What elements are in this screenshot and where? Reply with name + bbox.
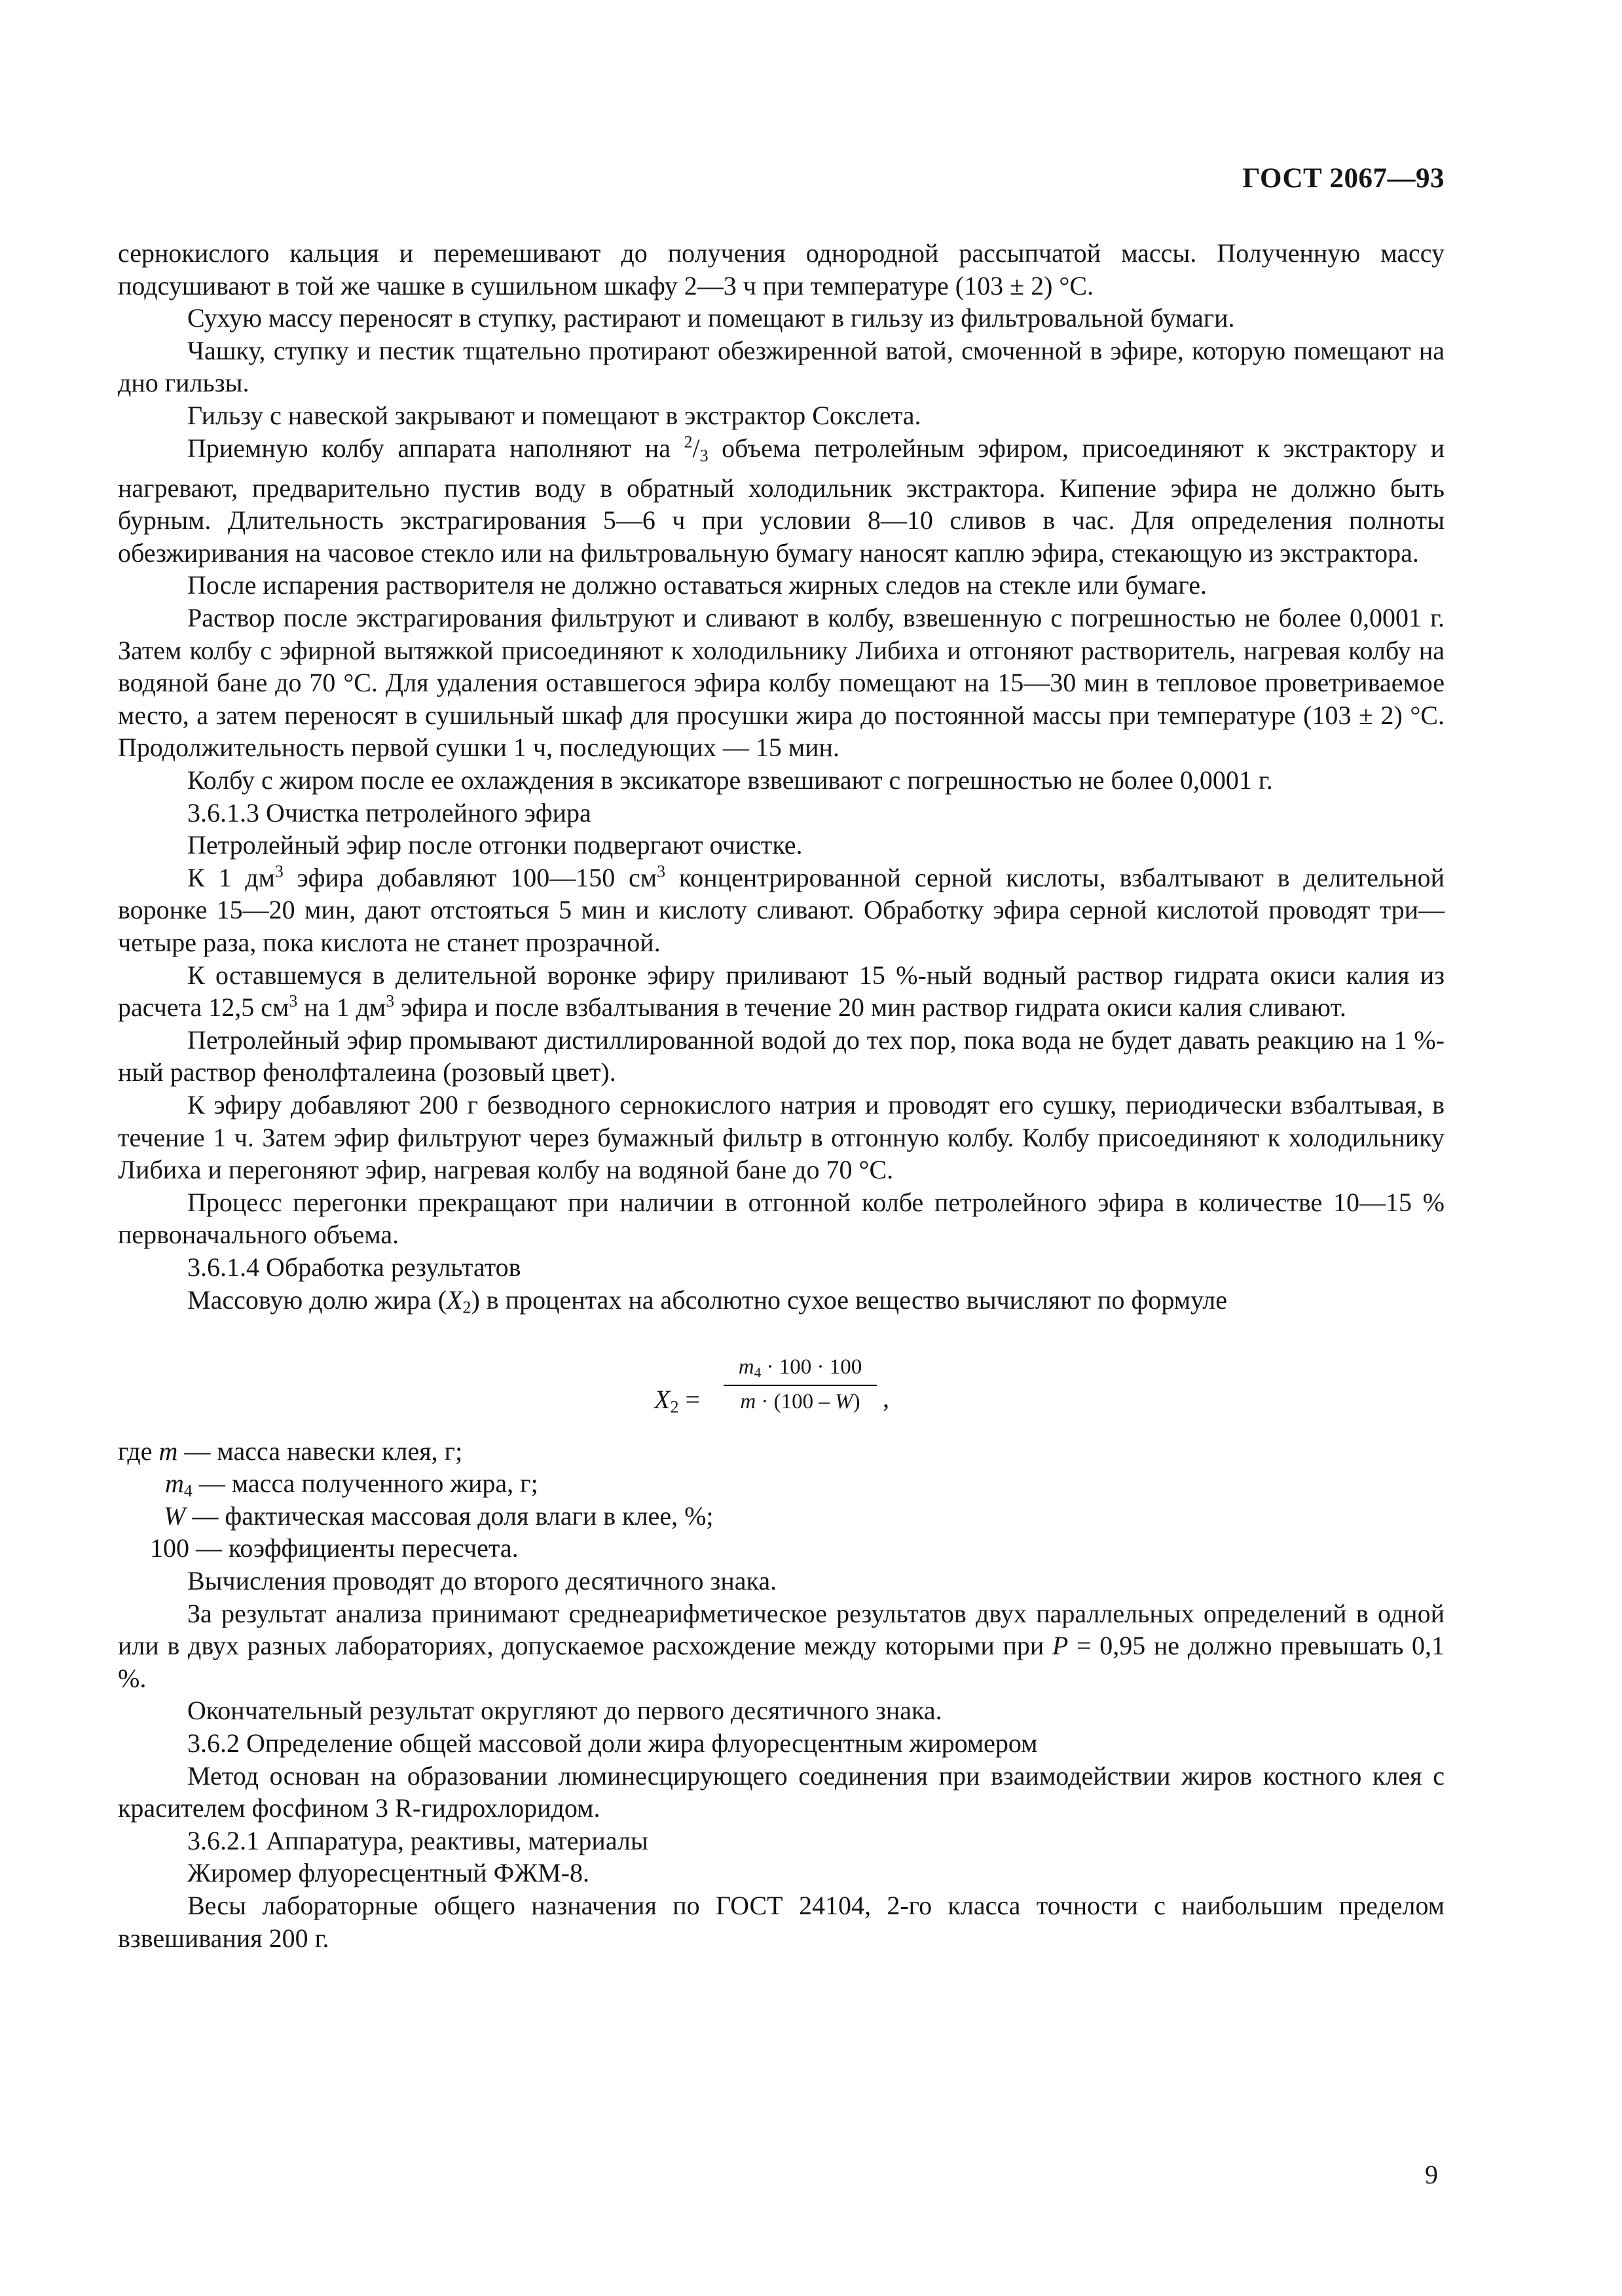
paragraph: Метод основан на образовании люминесцирующего соединения при взаимодействии жиров костного клея с красителем фосфином 3 R-гидрохлоридом. bbox=[118, 1760, 1445, 1823]
paragraph: Колбу с жиром после ее охлаждения в эксикаторе взвешивают с погрешностью не более 0,0001 г. bbox=[187, 765, 1273, 795]
document-body bbox=[118, 237, 1445, 1954]
formula-numerator: $m_4 \cdot 100 \cdot 100$ bbox=[738, 1355, 862, 1380]
section-heading: 3.6.2 Определение общей массовой доли жира флуоресцентным жиромером bbox=[187, 1728, 1038, 1758]
page-number: 9 bbox=[1425, 2160, 1438, 2189]
paragraph: Вычисления проводят до второго десятичного знака. bbox=[187, 1565, 777, 1595]
paragraph: сернокислого кальция и перемешивают до получения однородной рассыпчатой массы. Полученную массу подсушивают в той же чашке в сушильном шкафу 2—3 ч при температуре (103 ± 2) °С. bbox=[118, 238, 1445, 301]
paragraph: Весы лабораторные общего назначения по ГОСТ 24104, 2-го класса точности с наибольшим пределом взвешивания 200 г. bbox=[118, 1890, 1445, 1953]
paragraph: Раствор после экстрагирования фильтруют и сливают в колбу, взвешенную с погрешностью не более 0,0001 г. Затем колбу с эфирной вытяжкой присоединяют к холодильнику Либиха и отгоняют растворитель, нагревая колбу на водяной бане до 70 °С. Для удаления оставшегося эфира колбу помещают на 15—30 мин в тепловое проветриваемое место, а затем переносят в сушильный шкаф для просушки жира до постоянной массы при температуре (103 ± 2) °С. Продолжительность первой сушки 1 ч, последующих — 15 мин. bbox=[118, 603, 1445, 763]
paragraph: После испарения растворителя не должно оставаться жирных следов на стекле или бумаге. bbox=[187, 570, 1207, 600]
paragraph: За результат анализа принимают среднеарифметическое результатов двух параллельных определений в одной или в двух разных лабораториях, допускаемое расхождение между которыми при P = 0,95 не должно превышать 0,1 %. bbox=[118, 1598, 1445, 1693]
paragraph: Процесс перегонки прекращают при наличии в отгонной колбе петролейного эфира в количестве 10—15 % первоначального объема. bbox=[118, 1187, 1445, 1250]
definition-item: 100 — коэффициенты пересчета. bbox=[150, 1533, 519, 1563]
paragraph: К эфиру добавляют 200 г безводного сернокислого натрия и проводят его сушку, периодически взбалтывая, в течение 1 ч. Затем эфир фильтруют через бумажный фильтр в отгонную колбу. Колбу присоединяют к холодильнику Либиха и перегоняют эфир, нагревая колбу на водяной бане до 70 °С. bbox=[118, 1089, 1445, 1185]
definition-item: W — фактическая массовая доля влаги в клее, %; bbox=[164, 1501, 714, 1531]
paragraph: Петролейный эфир промывают дистиллированной водой до тех пор, пока вода не будет давать реакцию на 1 %-ный раствор фенолфталеина (розовый цвет). bbox=[118, 1025, 1445, 1087]
formula-fraction bbox=[724, 1357, 877, 1413]
paragraph: Приемную колбу аппарата наполняют на $^2/_3$ объема петролейным эфиром, присоединяют к экстрактору и нагревают, предварительно пустив воду в обратный холодильник экстрактора. Кипение эфира не должно быть бурным. Длительность экстрагирования 5—6 ч при условии 8—10 сливов в час. Для определения полноты обезжиривания на часовое стекло или на фильтровальную бумагу наносят каплю эфира, стекающую из экстрактора. bbox=[118, 432, 1445, 568]
formula-block bbox=[118, 1324, 1445, 1435]
section-heading: 3.6.1.4 Обработка результатов bbox=[187, 1252, 521, 1282]
paragraph: Петролейный эфир после отгонки подвергают очистке. bbox=[187, 830, 803, 860]
paragraph: К 1 $дм^3$ эфира добавляют 100—150 $см^3$ концентрированной серной кислоты, взбалтывают в делительной воронке 15—20 мин, дают отстояться 5 мин и кислоту сливают. Обработку эфира серной кислотой проводят три—четыре раза, пока кислота не станет прозрачной. bbox=[118, 862, 1445, 957]
fraction-denominator: 3 bbox=[699, 446, 709, 465]
formula-lhs: $X_2$ = bbox=[654, 1384, 700, 1417]
paragraph: Гильзу с навеской закрывают и помещают в экстрактор Сокслета. bbox=[187, 400, 921, 430]
paragraph: Окончательный результат округляют до первого десятичного знака. bbox=[187, 1696, 942, 1726]
paragraph: К оставшемуся в делительной воронке эфиру приливают 15 %-ный водный раствор гидрата окиси калия из расчета 12,5 $см^3$ на 1 $дм^3$ эфира и после взбалтывания в течение 20 мин раствор гидрата окиси калия сливают. bbox=[118, 960, 1445, 1023]
paragraph: Чашку, ступку и пестик тщательно протирают обезжиренной ватой, смоченной в эфире, которую помещают на дно гильзы. bbox=[118, 335, 1445, 398]
variable-definitions bbox=[118, 1435, 1445, 1565]
paragraph: Массовую долю жира $(X_2)$ в процентах на абсолютно сухое вещество вычисляют по формуле bbox=[187, 1285, 1228, 1317]
formula-comma: , bbox=[883, 1383, 889, 1413]
paragraph: Жиромер флуоресцентный ФЖМ-8. bbox=[187, 1858, 590, 1888]
formula-denominator: m · (100 – W) bbox=[740, 1390, 860, 1414]
fraction-numerator: 2 bbox=[684, 432, 693, 452]
standard-header: ГОСТ 2067—93 bbox=[1242, 163, 1445, 194]
definition-item: $m_4$ — масса полученного жира, г; bbox=[165, 1468, 538, 1501]
section-heading: 3.6.2.1 Аппаратура, реактивы, материалы bbox=[187, 1825, 648, 1855]
paragraph: Сухую массу переносят в ступку, растирают и помещают в гильзу из фильтровальной бумаги. bbox=[187, 303, 1235, 333]
section-heading: 3.6.1.3 Очистка петролейного эфира bbox=[187, 797, 591, 828]
definition-item: где m — масса навески клея, г; bbox=[118, 1436, 463, 1466]
